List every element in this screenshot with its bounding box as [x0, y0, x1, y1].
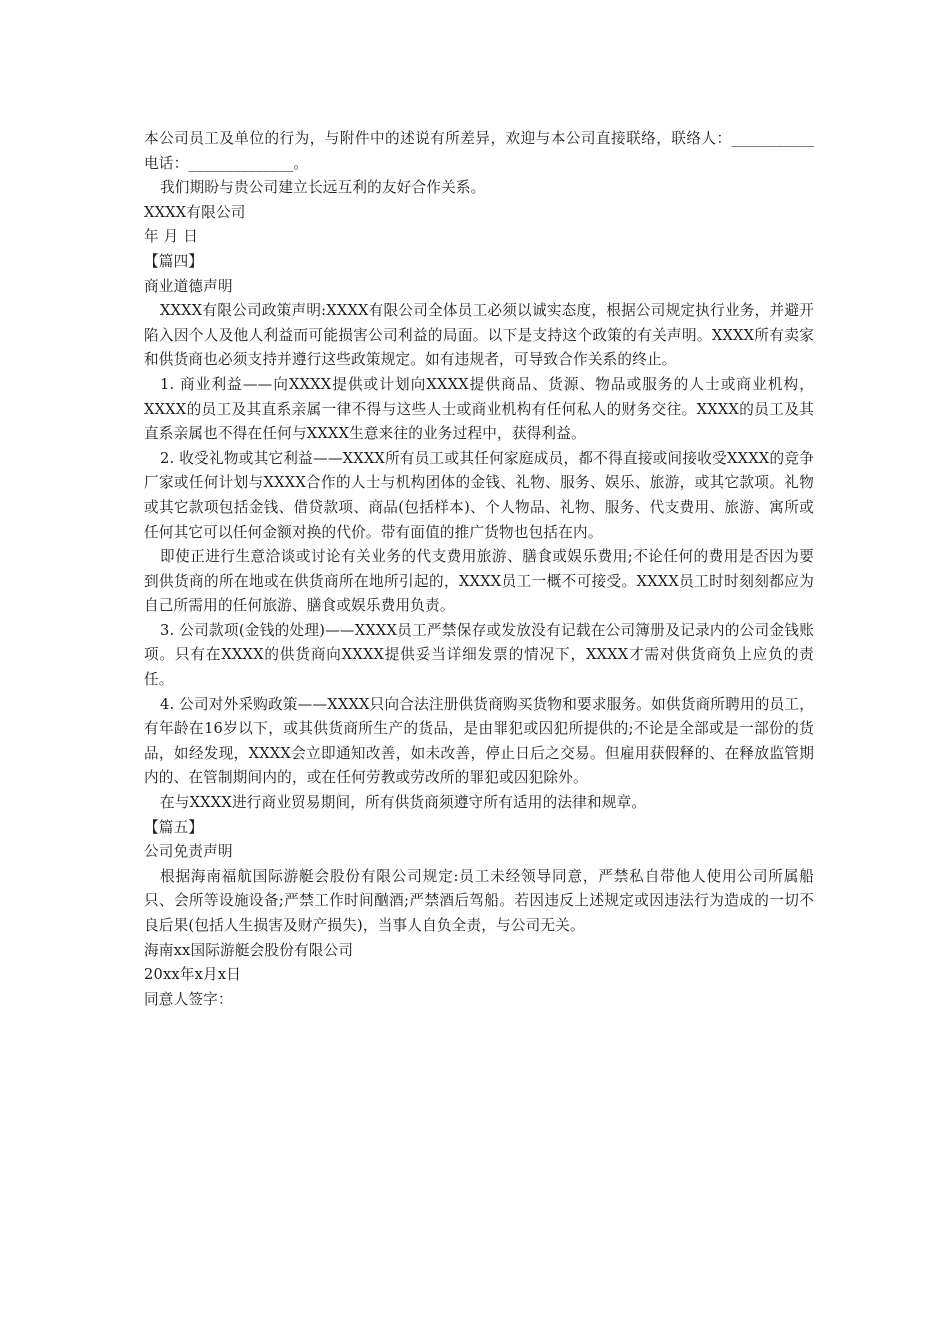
company-signature: XXXX有限公司: [144, 203, 246, 221]
section-heading-five: 【篇五】: [144, 818, 204, 836]
clause-gifts-continued: 即使正进行生意洽谈或讨论有关业务的代支费用旅游、膳食或娱乐费用;不论任何的费用是否因为要到供货商的所在地或在供货商所在地所引起的，XXXX员工一概不可接受。XXXX员工时时刻刻都应为自己所需用的任何旅游、膳食或娱乐费用负责。: [144, 548, 814, 615]
compliance-paragraph: 在与XXXX进行商业贸易期间，所有供货商须遵守所有适用的法律和规章。: [160, 794, 647, 812]
section-title-disclaimer: 公司免责声明: [144, 843, 233, 861]
section-heading-four: 【篇四】: [144, 252, 204, 270]
disclaimer-paragraph: 根据海南福航国际游艇会股份有限公司规定:员工未经领导同意，严禁私自带他人使用公司所属船只、会所等设施设备;严禁工作时间酗酒;严禁酒后驾船。若因违反上述规定或因违法行为造成的一切不良后果(包括人生损害及财产损失)，当事人自负全责，与公司无关。: [144, 867, 814, 934]
policy-statement-paragraph: XXXX有限公司政策声明:XXXX有限公司全体员工必须以诚实态度，根据公司规定执行业务，并避开陷入因个人及他人利益而可能损害公司利益的局面。以下是支持这个政策的有关声明。XXXX所有卖家和供货商也必须支持并遵行这些政策规定。如有违规者，可导致合作关系的终止。: [144, 302, 814, 369]
cooperation-paragraph: 我们期盼与贵公司建立长远互利的友好合作关系。: [160, 179, 486, 197]
clause-business-interest: 1. 商业利益——向XXXX提供或计划向XXXX提供商品、货源、物品或服务的人士或商业机构，XXXX的员工及其直系亲属一律不得与这些人士或商业机构有任何私人的财务交往。XXXX的员工及其直系亲属也不得在任何与XXXX生意来往的业务过程中，获得利益。: [144, 375, 814, 443]
contact-paragraph: 本公司员工及单位的行为，与附件中的述说有所差异，欢迎与本公司直接联络，联络人：___________ 电话：______________。: [144, 130, 814, 172]
clause-gifts: 2. 收受礼物或其它利益——XXXX所有员工或其任何家庭成员，都不得直接或间接收受XXXX的竞争厂家或任何计划与XXXX合作的人士与机构团体的金钱、礼物、服务、娱乐、旅游，或其它款项。礼物或其它款项包括金钱、借贷款项、商品(包括样本)、个人物品、礼物、服务、代支费用、旅游、寓所或任何其它可以任何金额对换的代价。带有面值的推广货物也包括在内。: [144, 449, 814, 541]
document-body: [144, 127, 814, 1012]
clause-company-funds: 3. 公司款项(金钱的处理)——XXXX员工严禁保存或发放没有记载在公司簿册及记录内的公司金钱账项。只有在XXXX的供货商向XXXX提供妥当详细发票的情况下，XXXX才需对供货商负上应负的责任。: [144, 621, 814, 689]
disclaimer-date: 20xx年x月x日: [144, 966, 242, 984]
date-line: 年 月 日: [144, 228, 199, 246]
consent-signature-line: 同意人签字：: [144, 990, 233, 1008]
clause-procurement: 4. 公司对外采购政策——XXXX只向合法注册供货商购买货物和要求服务。如供货商所聘用的员工，有年龄在16岁以下，或其供货商所生产的货品，是由罪犯或囚犯所提供的;不论是全部或是一部份的货品，如经发现，XXXX会立即通知改善，如未改善，停止日后之交易。但雇用获假释的、在释放监管期内的、在管制期间内的，或在任何劳教或劳改所的罪犯或囚犯除外。: [144, 695, 814, 787]
disclaimer-company: 海南xx国际游艇会股份有限公司: [144, 941, 354, 959]
section-title-ethics: 商业道德声明: [144, 277, 233, 295]
